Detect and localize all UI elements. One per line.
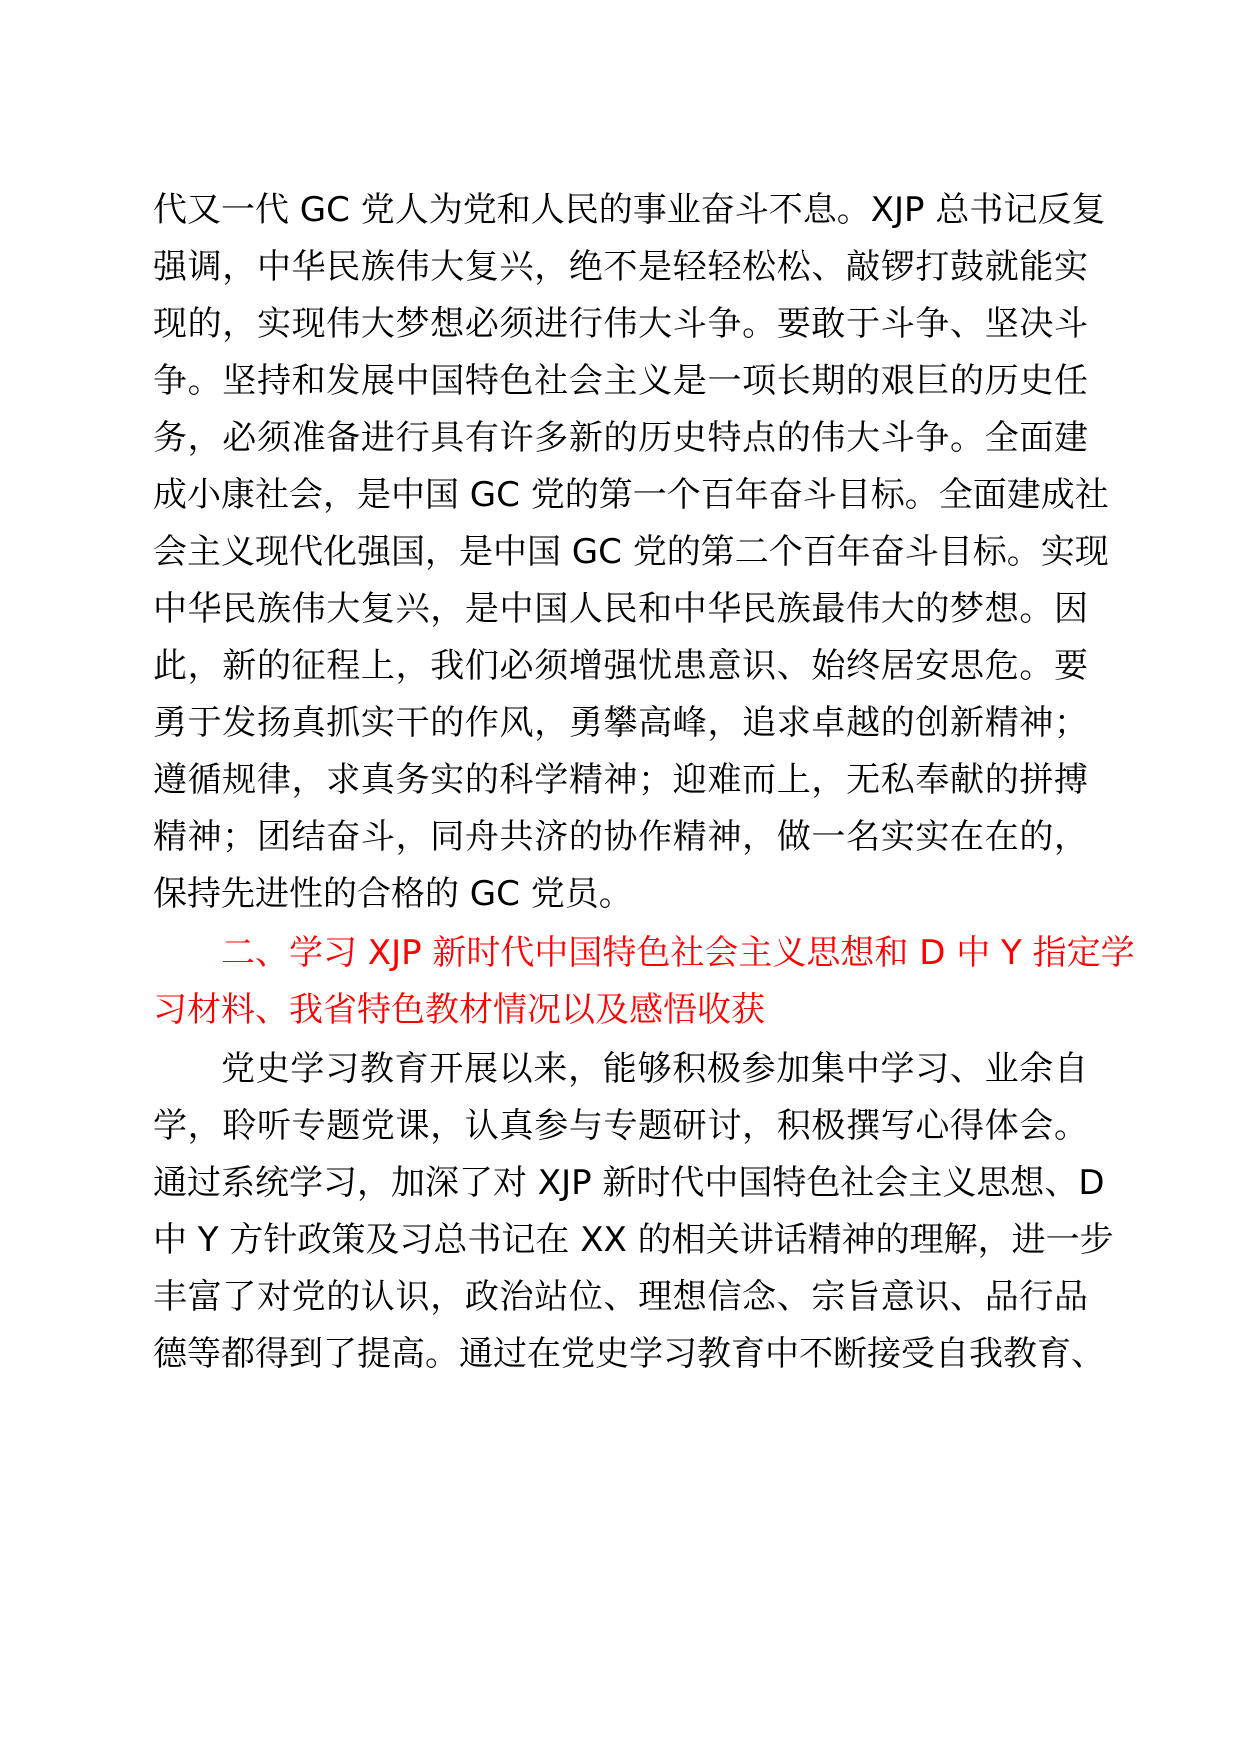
section-heading: 习材料、我省特色教材情况以及感悟收获 xyxy=(153,990,765,1030)
paragraph-line: 中华民族伟大复兴，是中国人民和中华民族最伟大的梦想。因 xyxy=(153,589,1088,629)
paragraph-line: 争。坚持和发展中国特色社会主义是一项长期的艰巨的历史任 xyxy=(153,361,1088,401)
paragraph-line: 德等都得到了提高。通过在党史学习教育中不断接受自我教育、 xyxy=(153,1334,1105,1374)
paragraph-line: 保持先进性的合格的 GC 党员。 xyxy=(153,874,633,914)
paragraph-line: 代又一代 GC 党人为党和人民的事业奋斗不息。XJP 总书记反复 xyxy=(153,190,1106,230)
paragraph-line: 精神；团结奋斗，同舟共济的协作精神，做一名实实在在的， xyxy=(153,817,1088,857)
paragraph-line: 此，新的征程上，我们必须增强忧患意识、始终居安思危。要 xyxy=(153,646,1088,686)
paragraph-line: 会主义现代化强国，是中国 GC 党的第二个百年奋斗目标。实现 xyxy=(153,532,1109,572)
paragraph-line: 丰富了对党的认识，政治站位、理想信念、宗旨意识、品行品 xyxy=(153,1277,1088,1317)
paragraph-line: 学，聆听专题党课，认真参与专题研讨，积极撰写心得体会。 xyxy=(153,1106,1088,1146)
section-heading: 二、学习 XJP 新时代中国特色社会主义思想和 D 中 Y 指定学 xyxy=(221,933,1135,973)
paragraph-line: 通过系统学习，加深了对 XJP 新时代中国特色社会主义思想、D xyxy=(153,1163,1105,1203)
paragraph-line: 务，必须准备进行具有许多新的历史特点的伟大斗争。全面建 xyxy=(153,418,1088,458)
paragraph-line: 强调，中华民族伟大复兴，绝不是轻轻松松、敲锣打鼓就能实 xyxy=(153,247,1088,287)
paragraph-line: 现的，实现伟大梦想必须进行伟大斗争。要敢于斗争、坚决斗 xyxy=(153,304,1088,344)
paragraph-line: 遵循规律，求真务实的科学精神；迎难而上，无私奉献的拼搏 xyxy=(153,760,1088,800)
paragraph-line: 成小康社会，是中国 GC 党的第一个百年奋斗目标。全面建成社 xyxy=(153,475,1109,515)
paragraph-line: 党史学习教育开展以来，能够积极参加集中学习、业余自 xyxy=(221,1049,1088,1089)
paragraph-line: 中 Y 方针政策及习总书记在 XX 的相关讲话精神的理解，进一步 xyxy=(153,1220,1114,1260)
paragraph-line: 勇于发扬真抓实干的作风，勇攀高峰，追求卓越的创新精神； xyxy=(153,703,1088,743)
